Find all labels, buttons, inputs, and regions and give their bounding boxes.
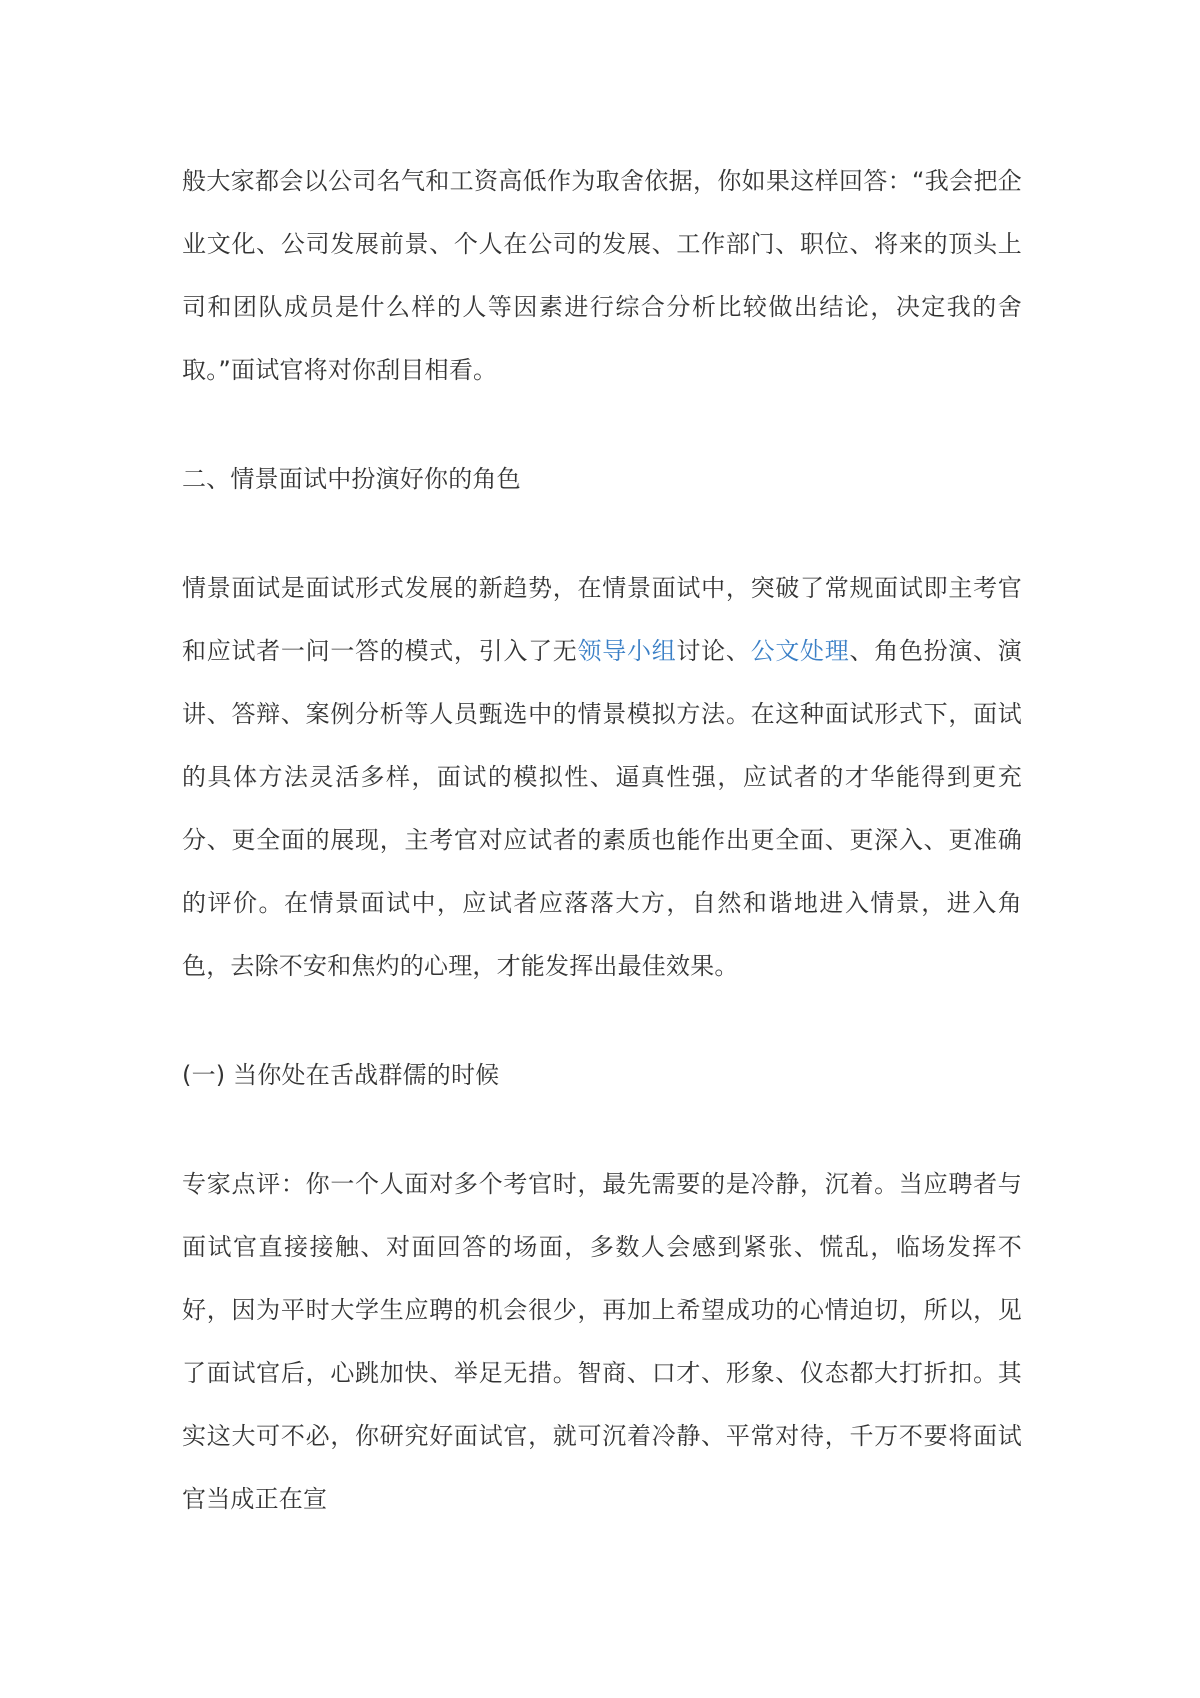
paragraph-expert-comment: 专家点评：你一个人面对多个考官时，最先需要的是冷静，沉着。当应聘者与面试官直接接触、对面回答的场面，多数人会感到紧张、慌乱，临场发挥不好，因为平时大学生应聘的机会很少，再加上希望成功的心情迫切，所以，见了面试官后，心跳加快、举足无措。智商、口才、形象、仪态都大打折扣。其实这大可不必，你研究好面试官，就可沉着冷静、平常对待，千万不要将面试官当成正在宣 xyxy=(182,1170,1022,1513)
section-heading-situational-interview: 二、情景面试中扮演好你的角色 xyxy=(182,465,521,493)
paragraph-text-segment: 、角色扮演、演讲、答辩、案例分析等人员甄选中的情景模拟方法。在这种面试形式下，面试的具体方法灵活多样，面试的模拟性、逼真性强，应试者的才华能得到更充分、更全面的展现，主考官对应试者的素质也能作出更全面、更深入、更准确的评价。在情景面试中，应试者应落落大方，自然和谐地进入情景，进入角色，去除不安和焦灼的心理，才能发挥出最佳效果。 xyxy=(182,637,1023,980)
link-leaderless-group[interactable]: 领导小组 xyxy=(577,637,677,665)
paragraph-text-segment: 情景面试是面试形式发展的新趋势，在情景面试中，突破了常规面试即主考官和应试者一问一答的模式，引入了无 xyxy=(182,574,1022,665)
paragraph-company-choice: 般大家都会以公司名气和工资高低作为取舍依据，你如果这样回答：“我会把企业文化、公司发展前景、个人在公司的发展、工作部门、职位、将来的顶头上司和团队成员是什么样的人等因素进行综合分析比较做出结论，决定我的舍取。”面试官将对你刮目相看。 xyxy=(182,167,1022,384)
document-page xyxy=(182,150,1022,1531)
paragraph-text-segment: 讨论、 xyxy=(676,637,751,665)
link-document-processing[interactable]: 公文处理 xyxy=(750,637,850,665)
paragraph-situational-interview xyxy=(182,557,1022,998)
subsection-heading-debate: (一) 当你处在舌战群儒的时候 xyxy=(182,1061,500,1089)
